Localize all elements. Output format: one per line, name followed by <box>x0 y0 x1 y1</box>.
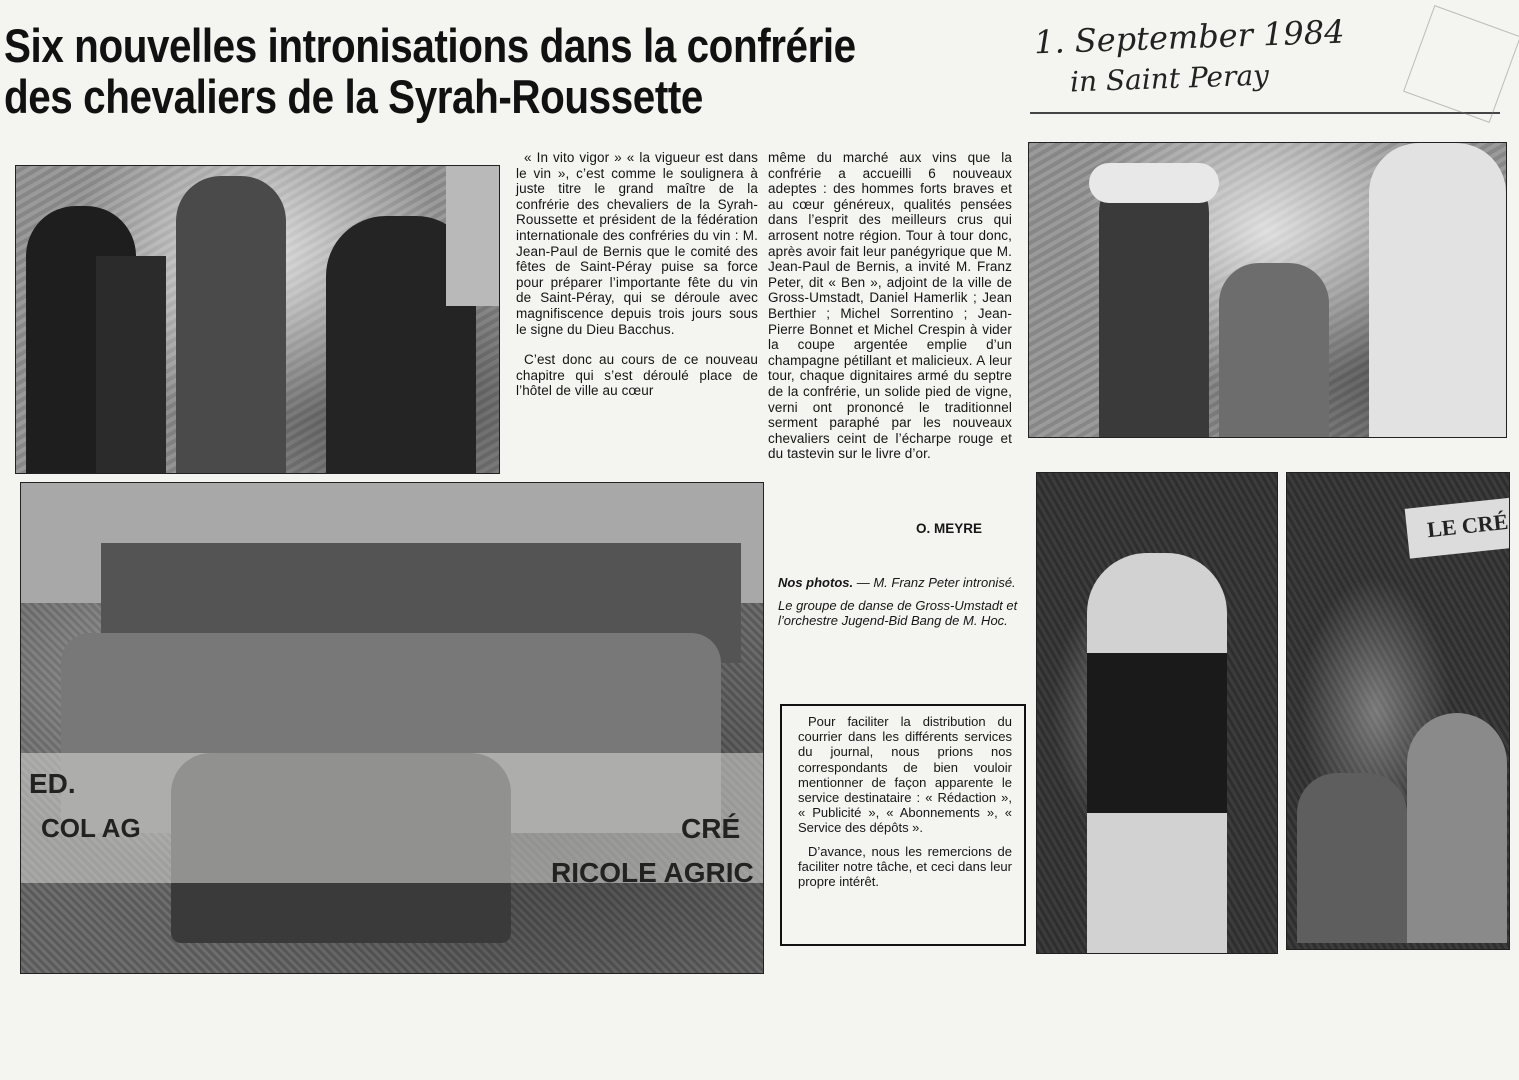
figure-mask-performer <box>1407 713 1507 943</box>
figure-seated-man <box>1219 263 1329 438</box>
banner-text-1: ED. <box>29 768 76 799</box>
figure-podium <box>96 256 166 474</box>
notice-paragraph-1: Pour faciliter la distribution du courrier dans les différents services du journal, nous prions nos correspondants de bien vouloir mentionner de façon apparente le service destinataire : « Rédaction », « Publicité », « Abonnements », « Service des dépôts ». <box>798 714 1012 836</box>
figure-building <box>446 166 499 306</box>
figure-clown-jacket <box>1087 653 1227 813</box>
photo-dance-group <box>20 482 764 974</box>
banner-text-4: RICOLE AGRIC <box>551 857 754 888</box>
photo-investiture <box>15 165 500 474</box>
banner-text-3: CRÉ <box>681 813 741 844</box>
handwritten-date: 1. September 1984 <box>1033 12 1346 62</box>
article-byline: O. MEYRE <box>916 521 983 536</box>
handwritten-place: in Saint Peray <box>1069 58 1270 99</box>
article-column-1 <box>516 150 758 414</box>
caption-lead: Nos photos. <box>778 575 854 590</box>
figure-standing-man <box>1369 143 1506 438</box>
figure-flower-crown <box>1089 163 1219 203</box>
caption-line-2: Le groupe de danse de Gross-Umstadt et l’orchestre Jugend-Bid Bang de M. Hoc. <box>778 598 1018 628</box>
corner-decoration <box>1403 5 1519 123</box>
article-headline: Six nouvelles intronisations dans la confrérie des chevaliers de la Syrah-Roussette <box>4 19 856 123</box>
photo-caption <box>778 575 1023 636</box>
notice-paragraph-2: D’avance, nous les remercions de faciliter notre tâche, et ceci dans leur propre intérêt. <box>798 843 1012 890</box>
caption-line-1 <box>778 575 1023 590</box>
article-column-2 <box>768 150 1012 477</box>
column-2-paragraph-1: même du marché aux vins que la confrérie a accueilli 6 nouveaux adeptes : des hommes forts braves et au cœur généreux, qualités pensées dans l’esprit des meilleurs crus qui arrosent notre région. Tour à tour donc, après avoir fait leur panégyrique que M. Jean-Paul de Bernis, a invité M. Franz Peter, dit « Ben », adjoint de la ville de Gross-Umstadt, Daniel Hamerlik ; Jean Berthier ; Michel Sorrentino ; Jean-Pierre Bonnet et Michel Crespin à vider la coupe argentée emplie d’un champagne pétillant et malicieux. A leur tour, chaque dignitaires armé du septre de la confrérie, un solide pied de vigne, verni ont prononcé le traditionnel serment paraphé par les nouveaux chevaliers ceint de l’écharpe rouge et du tastevin sur le livre d’or. <box>768 150 1012 462</box>
figure-franz-peter <box>176 176 286 474</box>
editorial-notice-box <box>780 704 1026 946</box>
photo-costumed-dancer <box>1036 472 1278 954</box>
banner-text-2: COL AG <box>41 813 141 843</box>
column-1-paragraph-2: C’est donc au cours de ce nouveau chapitre qui s’est déroulé place de l’hôtel de ville au cœur <box>516 352 758 399</box>
photo-stage <box>1286 472 1510 950</box>
stage-banner-text: LE CRÉ <box>1425 508 1510 543</box>
figure-dancer-headdress <box>1099 163 1209 438</box>
column-1-paragraph-1: « In vito vigor » « la vigueur est dans le vin », c’est comme le soulignera à juste titre le grand maître de la confrérie des chevaliers de la Syrah-Roussette et président de la fédération internationale des confréries du vin : M. Jean-Paul de Bernis que le comité des fêtes de Saint-Péray puise sa force pour préparer l’importante fête du vin de Saint-Péray, qui se déroule avec magnifiscence depuis trois jours sous le signe du Dieu Bacchus. <box>516 150 758 337</box>
handwritten-underline <box>1030 112 1500 114</box>
photo-franz-peter <box>1028 142 1507 438</box>
figure-performers <box>1297 773 1407 943</box>
caption-text-1: — M. Franz Peter intronisé. <box>853 575 1016 590</box>
